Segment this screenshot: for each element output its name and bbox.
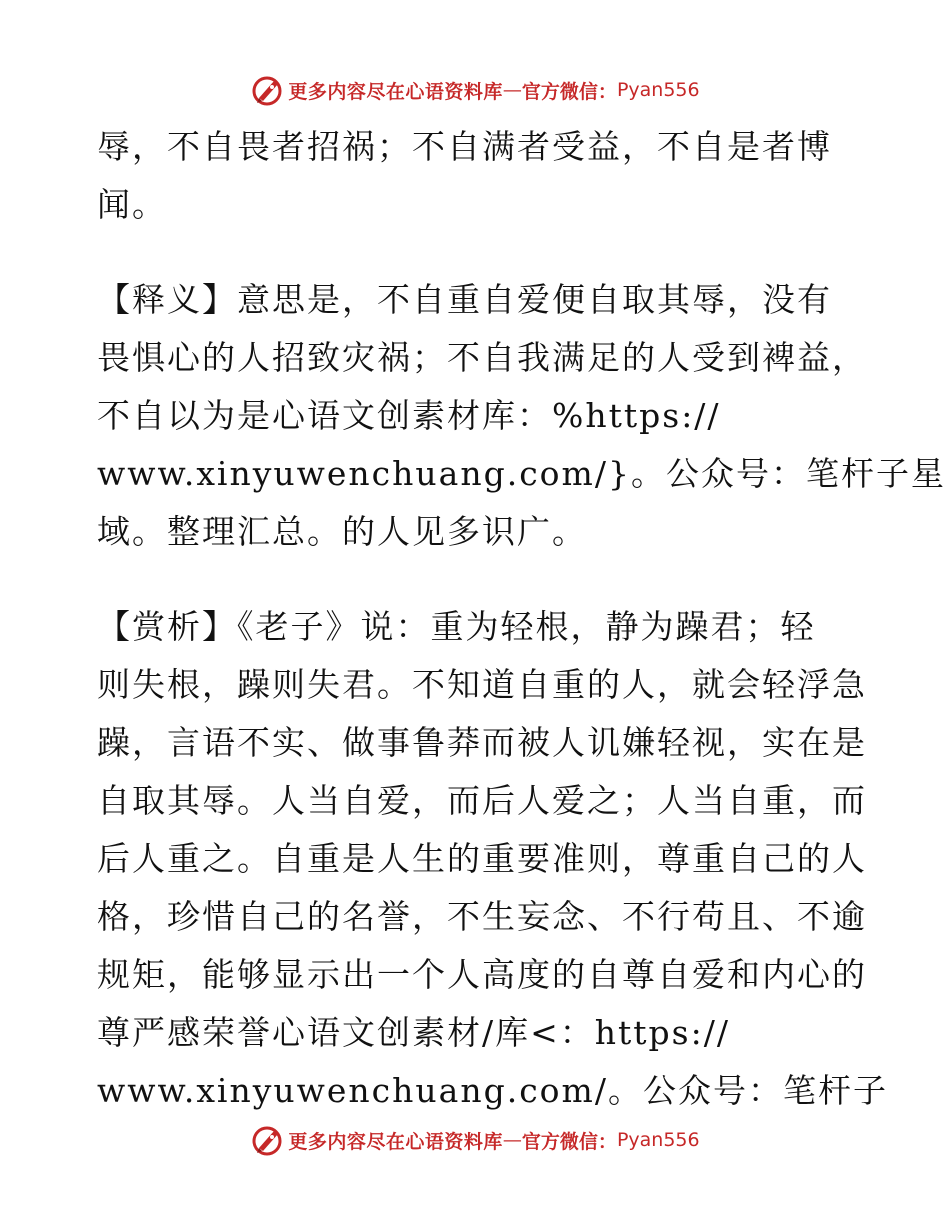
text-line: 自取其辱。人当自爱，而后人爱之；人当自重，而	[97, 781, 867, 820]
banner-wechat-id: Pyan556	[616, 1129, 700, 1151]
text-line: 畏惧心的人招致灾祸；不自我满足的人受到裨益，	[97, 338, 867, 377]
text-line: 尊严感荣誉心语文创素材/库<：https://	[97, 1013, 730, 1052]
pen-logo-icon	[250, 73, 284, 107]
text-line: 不自以为是心语文创素材库：%https://	[97, 396, 721, 435]
text-line: 域。整理汇总。的人见多识广。	[97, 512, 587, 551]
text-line: 则失根，躁则失君。不知道自重的人，就会轻浮急	[97, 665, 867, 704]
text-line: www.xinyuwenchuang.com/。公众号：笔杆子	[97, 1071, 888, 1110]
text-line: 【释义】意思是，不自重自爱便自取其辱，没有	[97, 280, 832, 319]
footer-banner	[0, 1120, 950, 1160]
banner-wechat-id: Pyan556	[616, 79, 700, 101]
document-body	[97, 118, 946, 1120]
header-banner	[0, 70, 950, 110]
pen-logo-icon	[250, 1123, 284, 1157]
banner-text: 更多内容尽在心语资料库	[288, 80, 503, 103]
banner-text: 更多内容尽在心语资料库	[288, 1130, 503, 1153]
text-line: 格，珍惜自己的名誉，不生妄念、不行苟且、不逾	[97, 897, 867, 936]
paragraph-original	[97, 118, 857, 234]
text-line: 闻。	[97, 185, 167, 224]
text-line: 躁，言语不实、做事鲁莽而被人讥嫌轻视，实在是	[97, 723, 867, 762]
text-line: www.xinyuwenchuang.com/}。公众号：笔杆子星	[97, 454, 946, 493]
banner-separator: —	[502, 79, 522, 101]
text-line: 辱，不自畏者招祸；不自满者受益，不自是者博	[97, 127, 832, 166]
banner-wechat-label: 官方微信：	[521, 80, 617, 103]
paragraph-appreciation	[97, 598, 888, 1120]
text-line: 规矩，能够显示出一个人高度的自尊自爱和内心的	[97, 955, 867, 994]
text-line: 【赏析】《老子》说：重为轻根，静为躁君；轻	[97, 607, 816, 646]
banner-wechat-label: 官方微信：	[521, 1130, 617, 1153]
paragraph-interpretation	[97, 271, 946, 561]
banner-separator: —	[502, 1129, 522, 1151]
text-line: 后人重之。自重是人生的重要准则，尊重自己的人	[97, 839, 867, 878]
